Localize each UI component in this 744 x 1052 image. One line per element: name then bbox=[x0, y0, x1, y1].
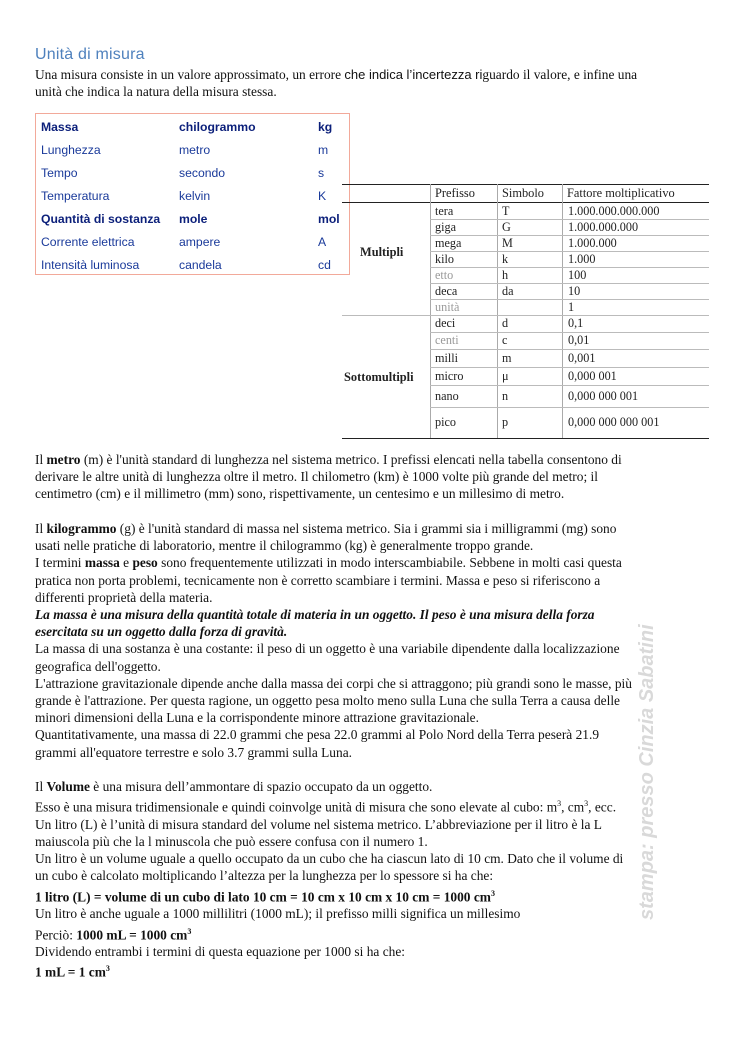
quantity-cell: Temperatura bbox=[41, 189, 110, 203]
unit-cell: secondo bbox=[179, 166, 226, 180]
si-unit-row bbox=[36, 116, 349, 139]
prefix-table bbox=[342, 184, 709, 438]
prefix-cell: tera bbox=[435, 204, 454, 218]
unit-cell: kelvin bbox=[179, 189, 211, 203]
factor-cell: 0,01 bbox=[568, 333, 590, 347]
symbol-cell: A bbox=[318, 235, 327, 249]
quantity-cell: Lunghezza bbox=[41, 143, 101, 157]
factor-cell: 0,000 001 bbox=[568, 369, 617, 383]
symbol-cell: k bbox=[502, 252, 509, 266]
symbol-cell: p bbox=[502, 415, 509, 429]
symbol-cell: c bbox=[502, 333, 508, 347]
prefix-cell: deci bbox=[435, 316, 456, 330]
symbol-cell: d bbox=[502, 316, 509, 330]
symbol-cell: cd bbox=[318, 258, 331, 272]
header-fattore: Fattore moltiplicativo bbox=[567, 186, 675, 200]
intro-line-1: Una misura consiste in un valore approssimato, un errore che indica l’incertezza riguardo il valore, e infine una bbox=[35, 67, 638, 82]
header-prefisso: Prefisso bbox=[435, 186, 475, 200]
prefix-cell: milli bbox=[435, 351, 459, 365]
factor-cell: 1.000 bbox=[568, 252, 596, 266]
term-massa: massa bbox=[84, 555, 120, 571]
symbol-cell: μ bbox=[502, 369, 509, 383]
litro-equation: 1 litro (L) = volume di un cubo di lato 10 cm = 10 cm x 10 cm x 10 cm = 1000 $cm^3$ bbox=[35, 888, 495, 905]
prefix-cell: deca bbox=[435, 284, 458, 298]
factor-cell: 1.000.000.000.000 bbox=[568, 204, 660, 218]
intro-paragraph bbox=[35, 66, 710, 100]
ml-equation: 1000 mL = 1000 cm bbox=[76, 927, 188, 943]
factor-cell: 0,000 000 000 001 bbox=[568, 415, 660, 429]
symbol-cell: K bbox=[318, 189, 327, 203]
table-top-border bbox=[342, 184, 709, 185]
quantity-cell: Quantità di sostanza bbox=[41, 212, 161, 226]
prefix-cell: micro bbox=[435, 369, 464, 383]
prefix-cell: kilo bbox=[435, 252, 454, 266]
page-title: Unità di misura bbox=[35, 46, 145, 63]
row-divider bbox=[430, 367, 709, 368]
col-divider bbox=[497, 184, 498, 438]
si-unit-row bbox=[36, 162, 349, 185]
symbol-cell: m bbox=[318, 143, 329, 157]
factor-cell: 10 bbox=[568, 284, 581, 298]
symbol-cell: n bbox=[502, 389, 509, 403]
quantity-cell: Intensità luminosa bbox=[41, 258, 140, 272]
symbol-cell: kg bbox=[318, 120, 333, 134]
final-equation: 1 mL = 1 $cm^3$ bbox=[35, 964, 110, 980]
row-divider bbox=[430, 407, 709, 408]
symbol-cell: M bbox=[502, 236, 513, 250]
prefix-cell: nano bbox=[435, 389, 459, 403]
unit-cell: chilogrammo bbox=[179, 120, 256, 134]
header-simbolo: Simbolo bbox=[502, 186, 544, 200]
term-kilogrammo: kilogrammo bbox=[46, 521, 117, 536]
unit-cell: candela bbox=[179, 258, 222, 272]
term-metro: metro bbox=[46, 452, 81, 467]
unit-cell: ampere bbox=[179, 235, 221, 249]
prefix-cell: giga bbox=[435, 220, 456, 234]
definition-emphasis: La massa è una misura della quantità totale di materia in un oggetto. Il peso è una misura della forza bbox=[35, 607, 595, 623]
unit-cell: metro bbox=[179, 143, 211, 157]
col-divider bbox=[562, 184, 563, 438]
col-divider bbox=[430, 184, 431, 438]
header-bottom-border bbox=[342, 202, 709, 203]
row-divider bbox=[430, 349, 709, 350]
kilogrammo-paragraph: Il kilogrammo (g) è l'unità standard di massa nel sistema metrico. Sia i grammi sia i milligrammi (mg) sono usati nelle pratiche di laboratorio, mentre il chilogrammo (kg) è generalmente troppo grande. I termini massa e peso sono frequentemente utilizzati in modo interscambiabile. Sebbene in molti casi questa pratica non porta problemi, tecnicamente non è corretto scambiare i termini. Massa e peso si riferiscono a differenti proprietà della materia. La massa è una misura della quantità totale di materia in un oggetto. Il peso è una misura della forza esercitata su un oggetto dalla forza di gravità. La massa di una sostanza è una costante: il peso di un oggetto è una variabile dipendente dalla localizzazione geografica dell'oggetto. L'attrazione gravitazionale dipende anche dalla massa dei corpi che si attraggono; più grandi sono le masse, più grande è l'attrazione. Per questa ragione, un oggetto pesa molto meno sulla Luna che sulla Terra a causa delle minori dimensioni della Luna e la corrispondente minore attrazione gravitazionale. Quantitativamente, una massa di 22.0 grammi che pesa 22.0 grammi al Polo Nord della Terra peserà 21.9 grammi all'equatore terrestre e solo 3.7 grammi sulla Luna. bbox=[35, 520, 710, 761]
row-divider bbox=[430, 385, 709, 386]
factor-cell: 0,001 bbox=[568, 351, 596, 365]
prefix-cell: pico bbox=[435, 415, 456, 429]
unit-cell: mole bbox=[179, 212, 208, 226]
factor-cell: 1.000.000.000 bbox=[568, 220, 639, 234]
table-bottom-border bbox=[342, 438, 709, 439]
symbol-cell: mol bbox=[318, 212, 340, 226]
volume-paragraph: Il Volume è una misura dell’ammontare di spazio occupato da un oggetto. Esso è una misura tridimensionale e quindi coinvolge unità di misura che sono elevate al cubo: $m^3$, $cm^3$, ecc. Un litro (L) è l’unità di misura standard del volume nel sistema metrico. L’abbreviazione per il litro è la L maiuscola più che la l minuscola che può essere confusa con il numero 1. Un litro è un volume uguale a quello occupato da un cubo che ha ciascun lato di 10 cm. Dato che il volume di un cubo è calcolato moltiplicando l’altezza per la lunghezza per lo spessore si ha che: 1 litro (L) = volume di un cubo di lato 10 cm = 10 cm x 10 cm x 10 cm = 1000 $cm^3$ Un litro è anche uguale a 1000 millilitri (1000 mL); il prefisso milli significa un millesimo Perciò: 1000 mL = 1000 $cm^3$ Dividendo entrambi i termini di questa equazione per 1000 si ha che: 1 mL = 1 $cm^3$ bbox=[35, 778, 710, 981]
intro-line-2: unità che indica la natura della misura stessa. bbox=[35, 84, 277, 100]
symbol-cell: T bbox=[502, 204, 510, 218]
prefix-cell: centi bbox=[435, 333, 459, 347]
si-unit-row bbox=[36, 208, 349, 231]
symbol-cell: G bbox=[502, 220, 511, 234]
symbol-cell: s bbox=[318, 166, 325, 180]
metro-paragraph: Il metro (m) è l'unità standard di lunghezza nel sistema metrico. I prefissi elencati nella tabella consentono di derivare le altre unità di lunghezza oltre il metro. Il chilometro (km) è 1000 volte più grande del metro; il centimetro (cm) e il millimetro (mm) sono, rispettivamente, un centesimo e un millesimo di metro. bbox=[35, 452, 622, 502]
term-volume: Volume bbox=[46, 779, 90, 794]
symbol-cell: h bbox=[502, 268, 509, 282]
symbol-cell: m bbox=[502, 351, 512, 365]
group-multipli: Multipli bbox=[360, 245, 404, 259]
quantity-cell: Corrente elettrica bbox=[41, 235, 135, 249]
prefix-cell: etto bbox=[435, 268, 454, 282]
quantity-cell: Massa bbox=[41, 120, 79, 134]
factor-cell: 1 bbox=[568, 300, 575, 314]
factor-cell: 0,000 000 001 bbox=[568, 389, 639, 403]
group-divider bbox=[342, 315, 709, 316]
group-sottomultipli: Sottomultipli bbox=[344, 370, 414, 384]
si-unit-row bbox=[36, 185, 349, 208]
quantity-cell: Tempo bbox=[41, 166, 78, 180]
term-peso: peso bbox=[132, 555, 158, 571]
si-unit-row bbox=[36, 139, 349, 162]
factor-cell: 100 bbox=[568, 268, 587, 282]
si-unit-row bbox=[36, 254, 349, 277]
factor-cell: 0,1 bbox=[568, 316, 584, 330]
watermark: stampa: presso Cinzia Sabatini bbox=[636, 624, 658, 920]
si-units-table bbox=[35, 113, 350, 275]
factor-cell: 1.000.000 bbox=[568, 236, 617, 250]
symbol-cell: da bbox=[502, 284, 514, 298]
si-unit-row bbox=[36, 231, 349, 254]
prefix-cell: mega bbox=[435, 236, 462, 250]
prefix-cell: unità bbox=[435, 300, 460, 314]
